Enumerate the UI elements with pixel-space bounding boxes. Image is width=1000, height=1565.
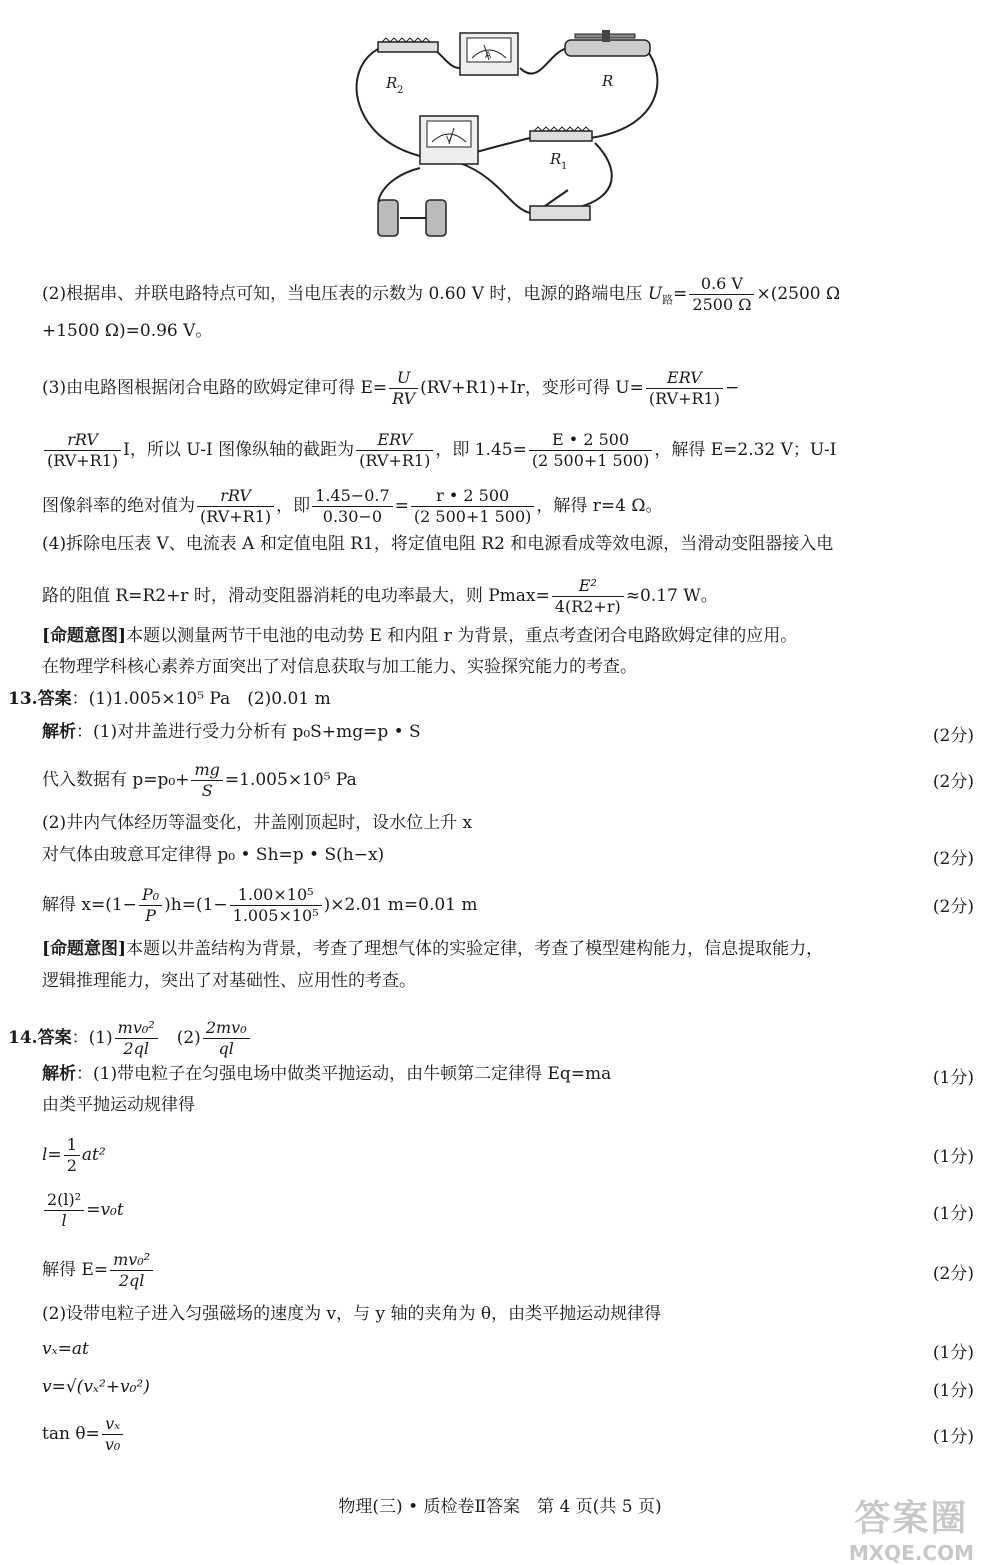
ammeter-symbol: A	[485, 51, 492, 61]
q12-part2-line1: (2)根据串、并联电路特点可知，当电压表的示数为 0.60 V 时，电源的路端电压 $U_路=$ $\frac{0.6 V}{2500 \Omega}$ ×(2500 Ω	[42, 274, 841, 314]
watermark-logo: 答案圈 MXQE.COM	[848, 1498, 974, 1565]
q13-intent-line1: [命题意图]本题以井盖结构为背景，考查了理想气体的实验定律，考查了模型建构能力，信息提取能力，	[42, 939, 824, 959]
q14-score-1: (1分)	[932, 1068, 974, 1088]
resistor-r1	[530, 127, 592, 172]
q14-line6: (2)设带电粒子进入匀强磁场的速度为 v，与 y 轴的夹角为 θ，由类平抛运动规律得	[42, 1304, 662, 1324]
q14-line3: l= $\frac{1}{2}$ at²	[42, 1135, 106, 1175]
q12-intent-line1: [命题意图]本题以测量两节干电池的电动势 E 和内阻 r 为背景，重点考查闭合电路欧姆定律的应用。	[42, 626, 798, 646]
q12-part2-line2: +1500 Ω)=0.96 V。	[42, 321, 213, 341]
q13-score-2: (2分)	[932, 772, 974, 792]
q14-line7: vₓ=at	[42, 1339, 89, 1359]
q14-score-3: (1分)	[932, 1204, 974, 1224]
q13-intent-line2: 逻辑推理能力，突出了对基础性、应用性的考查。	[42, 971, 416, 991]
svg-text:2: 2	[397, 85, 404, 96]
q13-answer: 13.答案：(1)1.005×10⁵ Pa (2)0.01 m	[8, 689, 331, 709]
q14-score-7: (1分)	[932, 1427, 974, 1447]
voltmeter-symbol: V	[446, 135, 453, 145]
rheostat	[565, 30, 650, 90]
q13-score-1: (2分)	[932, 726, 974, 746]
q12-part3-line3: 图像斜率的绝对值为 $\frac{\text{rRV}}{(RV+R1)}$ ，即 $\frac{1.45-0.7}{0.30-0}$ = $\frac{r • 2 500}{(2 500+1 500)}$ ，解得 r=4 Ω。	[42, 486, 663, 526]
q13-line4: 对气体由玻意耳定律得 p₀ • Sh=p • S(h−x)	[42, 845, 385, 865]
q12-part3-line2: $\frac{\text{rRV}}{(RV+R1)}$ I，所以 U-I 图像纵轴的截距为 $\frac{\text{ERV}}{(RV+R1)}$ ，即 1.45= $\frac{E • 2 500}{(2 500+1 500)}$ ，解得 E=2.32 V；U-I	[42, 430, 836, 471]
label-r: R	[602, 72, 614, 90]
q13-line5: 解得 x=(1− $\frac{\text{P₀}}{P}$ )h=(1− $\frac{\text{1.00×10⁵}}{\text{1.005×10⁵}}$ )×2.01 m=0.01 m	[42, 885, 478, 925]
q14-score-5: (1分)	[932, 1343, 974, 1363]
switch	[530, 190, 590, 220]
q13-score-3: (2分)	[932, 849, 974, 869]
q13-score-4: (2分)	[932, 897, 974, 917]
circuit-diagram	[340, 28, 680, 243]
page-footer: 物理(三) • 质检卷Ⅱ答案 第 4 页(共 5 页)	[338, 1497, 662, 1517]
q14-line4: $\frac{\text{2(l)²}}{l}$ =v₀t	[42, 1190, 124, 1231]
q13-line3: (2)井内气体经历等温变化，井盖刚顶起时，设水位上升 x	[42, 813, 473, 833]
q14-line5: 解得 E= $\frac{\text{mv₀²}}{2ql}$	[42, 1250, 155, 1291]
q14-score-6: (1分)	[932, 1381, 974, 1401]
resistor-r2	[378, 38, 438, 96]
q12-part3-line1: (3)由电路图根据闭合电路的欧姆定律可得 E= $\frac{U}{RV}$ (RV+R1)+Ir，变形可得 U= $\frac{\text{ERV}}{(RV+R1)}$ −	[42, 368, 740, 408]
q12-part4-line2: 路的阻值 R=R2+r 时，滑动变阻器消耗的电功率最大，则 Pmax= $\frac{\text{E²}}{4(R2+r)}$ ≈0.17 W。	[42, 576, 718, 616]
q14-answer: 14.答案：(1) $\frac{\text{mv₀²}}{2ql}$ (2) $\frac{\text{2mv₀}}{ql}$	[8, 1018, 252, 1059]
q14-line1: 解析：(1)带电粒子在匀强电场中做类平抛运动，由牛顿第二定律得 Eq=ma	[42, 1064, 612, 1084]
q14-line9: tan θ= $\frac{\text{vₓ}}{\text{v₀}}$	[42, 1414, 125, 1455]
q14-line8: v=√(vₓ²+v₀²)	[42, 1377, 150, 1397]
q14-score-4: (2分)	[932, 1264, 974, 1284]
intent-label: [命题意图]	[42, 626, 127, 646]
ammeter	[460, 33, 518, 75]
label-r2: R	[386, 74, 398, 92]
q12-part4-line1: (4)拆除电压表 V、电流表 A 和定值电阻 R1，将定值电阻 R2 和电源看成等效电源，当滑动变阻器接入电	[42, 534, 834, 554]
q14-line2: 由类平抛运动规律得	[42, 1095, 195, 1115]
voltmeter	[420, 116, 478, 164]
label-r1: R	[550, 150, 562, 168]
q13-line1: 解析：(1)对井盖进行受力分析有 p₀S+mg=p • S	[42, 722, 421, 742]
q14-score-2: (1分)	[932, 1147, 974, 1167]
svg-text:1: 1	[561, 161, 568, 172]
q13-line2: 代入数据有 p=p₀+ $\frac{mg}{S}$ =1.005×10⁵ Pa	[42, 760, 357, 800]
q12-intent-line2: 在物理学科核心素养方面突出了对信息获取与加工能力、实验探究能力的考查。	[42, 657, 637, 677]
